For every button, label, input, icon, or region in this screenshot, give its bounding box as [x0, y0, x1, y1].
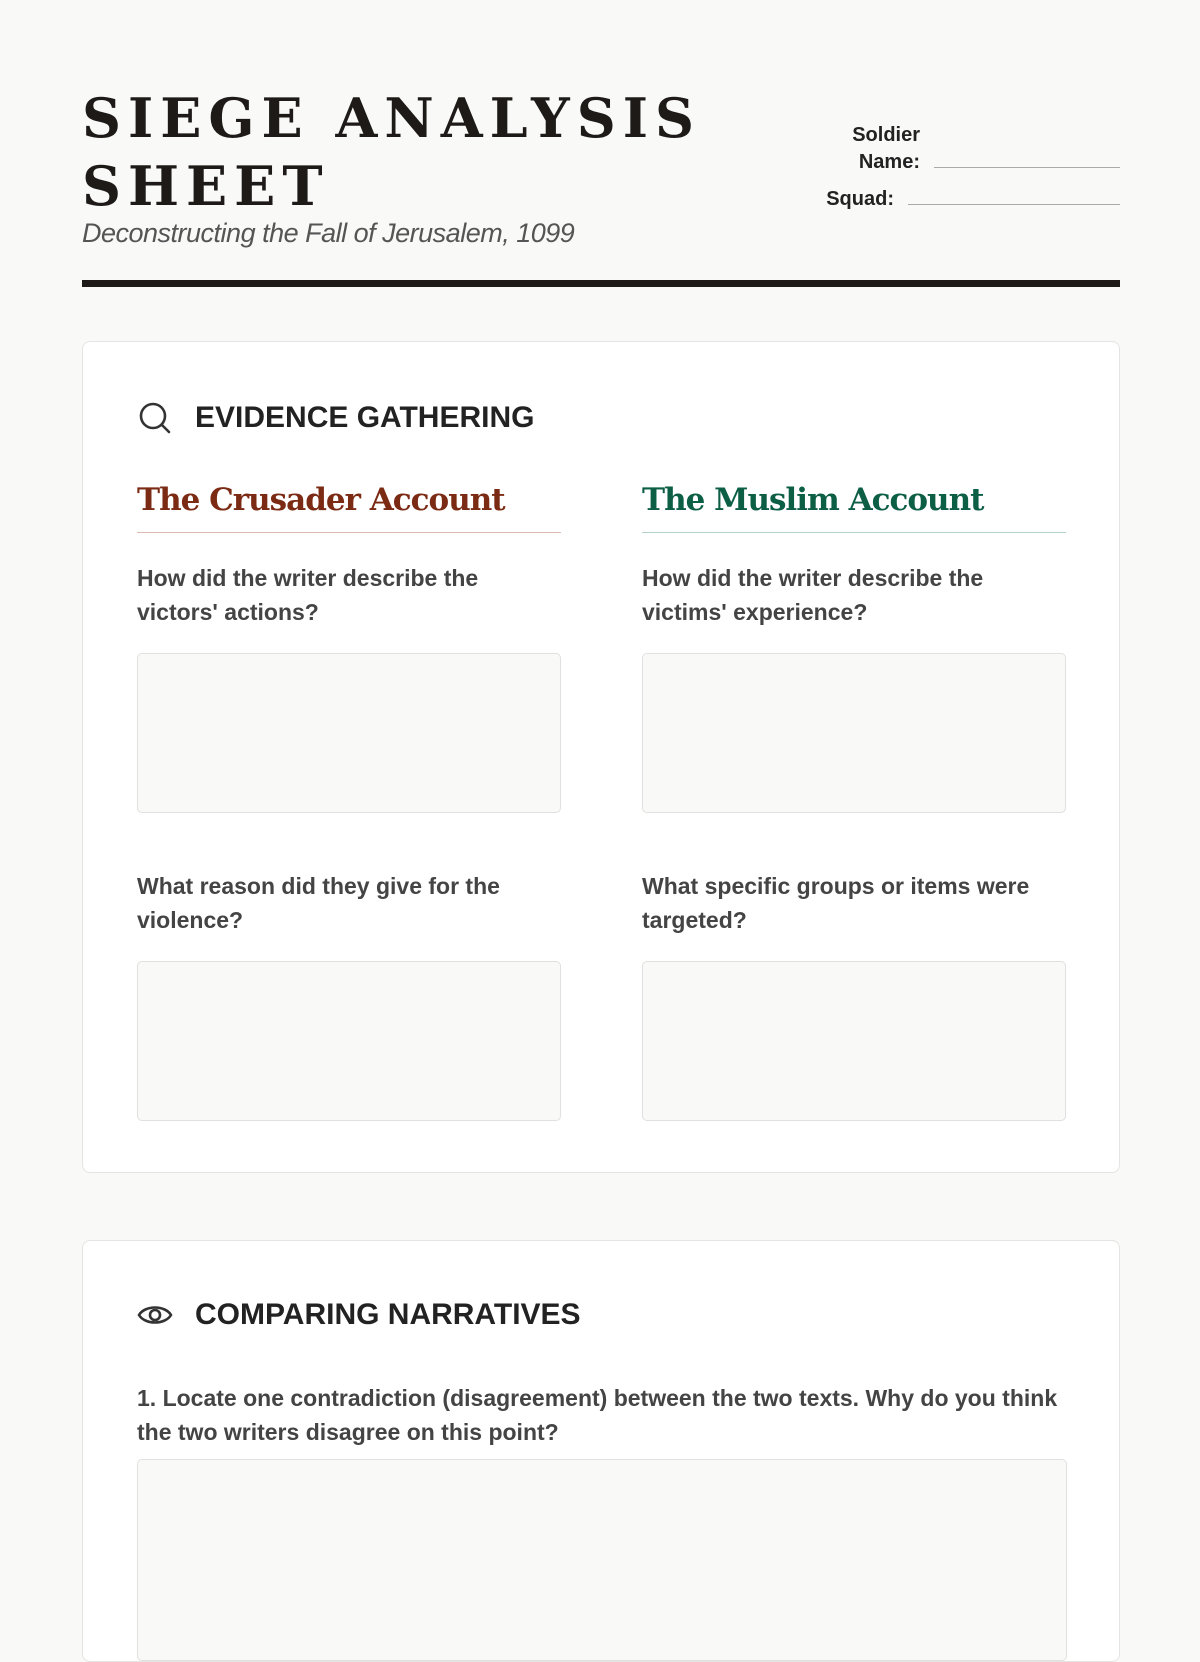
crusader-title: The Crusader Account	[137, 482, 561, 533]
muslim-question-2: What specific groups or items were targeted?	[642, 873, 1030, 933]
crusader-answer-1[interactable]	[137, 653, 561, 813]
crusader-question-2: What reason did they give for the violence?	[137, 873, 500, 933]
squad-label: Squad:	[826, 188, 894, 210]
student-info	[800, 122, 1120, 223]
title-line-2: SHEET	[82, 154, 330, 218]
muslim-title: The Muslim Account	[642, 482, 1066, 533]
name-field[interactable]	[934, 167, 1120, 168]
crusader-column	[137, 482, 561, 1121]
muslim-column	[642, 482, 1066, 1121]
page-subtitle: Deconstructing the Fall of Jerusalem, 1099	[82, 218, 575, 248]
comparing-narratives-card	[82, 1240, 1120, 1662]
evidence-gathering-card	[82, 341, 1120, 1173]
evidence-heading-text: EVIDENCE GATHERING	[195, 401, 535, 434]
muslim-answer-1[interactable]	[642, 653, 1066, 813]
search-icon	[137, 400, 173, 436]
comparing-heading-text: COMPARING NARRATIVES	[195, 1298, 581, 1331]
squad-field[interactable]	[908, 204, 1120, 205]
muslim-question-1: How did the writer describe the victims' experience?	[642, 565, 984, 625]
evidence-heading	[137, 400, 534, 436]
comparing-question-block	[137, 1381, 1067, 1661]
muslim-answer-2[interactable]	[642, 961, 1066, 1121]
comparing-answer-1[interactable]	[137, 1459, 1067, 1661]
title-line-1: SIEGE ANALYSIS	[82, 86, 701, 150]
comparing-heading	[137, 1297, 581, 1333]
comparing-question-1: 1. Locate one contradiction (disagreement) between the two texts. Why do you think the two writers disagree on this point?	[137, 1385, 1058, 1445]
crusader-question-1: How did the writer describe the victors' actions?	[137, 565, 479, 625]
name-label: Soldier Name:	[852, 124, 920, 173]
header-divider	[82, 280, 1120, 287]
page-title	[82, 84, 701, 220]
crusader-answer-2[interactable]	[137, 961, 561, 1121]
eye-icon	[137, 1297, 173, 1333]
